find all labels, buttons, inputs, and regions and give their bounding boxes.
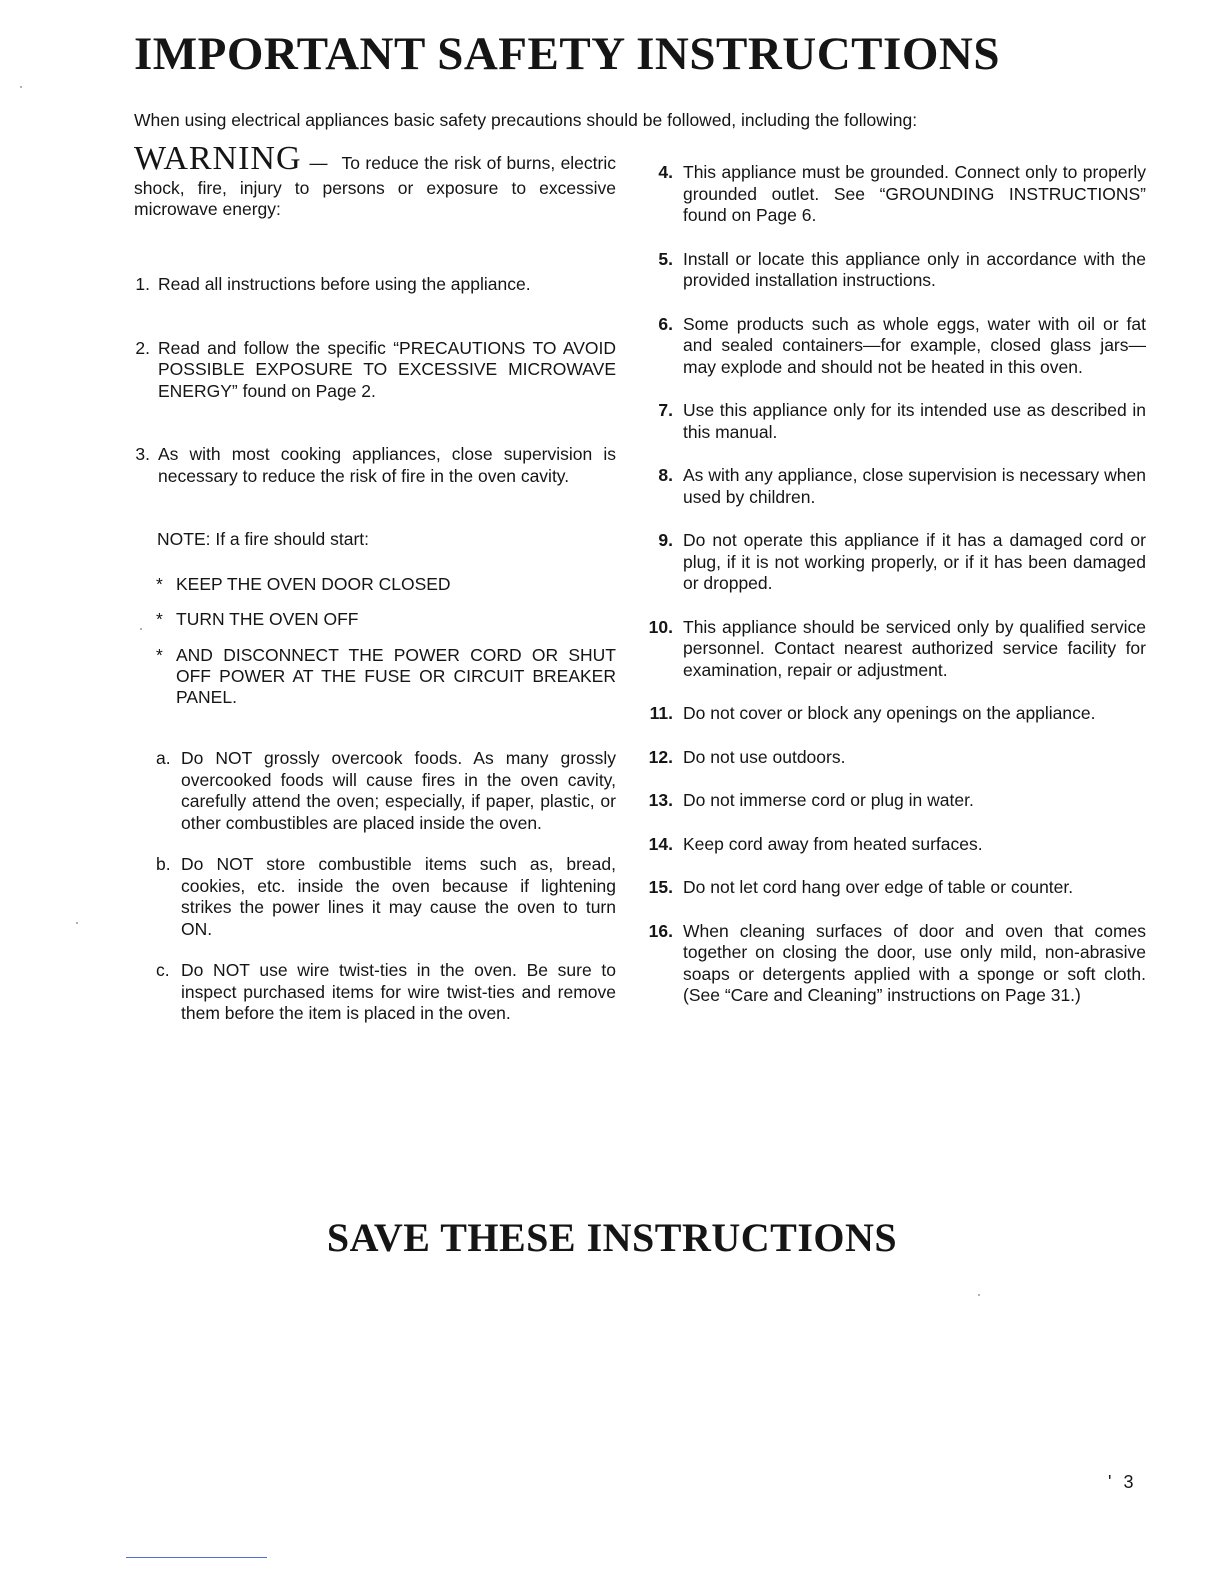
item-text: Install or locate this appliance only in accordance with the provided installation instructions.: [683, 248, 1146, 290]
note-bullet: [130, 574, 616, 595]
sub-item-text: Do NOT grossly overcook foods. As many grossly overcooked foods will cause fires in the oven cavity, carefully attend the oven; especially, if paper, plastic, or other combustibles are placed inside the oven.: [181, 748, 616, 833]
list-item: [648, 790, 1146, 812]
scan-speck: [20, 86, 22, 88]
scan-speck: [76, 922, 78, 924]
item-text: As with any appliance, close supervision is necessary when used by children.: [683, 465, 1146, 507]
item-number: 12.: [648, 746, 673, 767]
list-item: [648, 530, 1146, 595]
intro-text: When using electrical appliances basic safety precautions should be followed, including the following:: [134, 110, 918, 130]
warning-block: [130, 140, 616, 220]
sub-item: [130, 748, 616, 834]
sub-item: [130, 960, 616, 1025]
warning-heading: WARNING: [134, 140, 302, 177]
list-item: [648, 314, 1146, 379]
list-item: [648, 249, 1146, 292]
list-item: [648, 703, 1146, 725]
list-item: [648, 400, 1146, 443]
item-number: 4.: [658, 162, 673, 182]
sub-item-letter: b.: [156, 854, 171, 874]
left-column: [130, 140, 616, 1025]
item-number: 1.: [135, 274, 150, 294]
sub-item-letter: c.: [156, 960, 170, 980]
sub-item-text: Do NOT use wire twist-ties in the oven. Be sure to inspect purchased items for wire twist-ties and remove them before the item is placed in the oven.: [181, 960, 616, 1023]
sub-item: [130, 854, 616, 940]
bullet-text: KEEP THE OVEN DOOR CLOSED: [176, 574, 451, 594]
item-text: Some products such as whole eggs, water with oil or fat and sealed containers—for example, closed glass jars—may explode and should not be heated in this oven.: [683, 313, 1146, 377]
scan-speck: [140, 628, 142, 630]
item-number: 11.: [649, 703, 673, 723]
right-column: [648, 162, 1146, 1007]
list-item: [648, 921, 1146, 1007]
bullet-text: TURN THE OVEN OFF: [176, 609, 359, 629]
item-text: This appliance should be serviced only by qualified service personnel. Contact nearest authorized service facility for examination, repair or adjustment.: [683, 616, 1146, 680]
item-text: This appliance must be grounded. Connect only to properly grounded outlet. See “GROUNDING INSTRUCTIONS” found on Page 6.: [683, 162, 1146, 225]
list-item: [130, 444, 616, 487]
list-item: [648, 617, 1146, 682]
item-text: Keep cord away from heated surfaces.: [683, 833, 983, 854]
item-number: 10.: [648, 616, 673, 637]
item-text: Do not use outdoors.: [683, 746, 846, 767]
item-text: Do not cover or block any openings on the appliance.: [683, 703, 1096, 723]
item-number: 16.: [648, 920, 673, 941]
item-text: Read all instructions before using the appliance.: [158, 274, 531, 294]
note-bullet: [130, 645, 616, 708]
list-item: [130, 274, 616, 296]
list-item: [648, 747, 1146, 769]
list-item: [130, 338, 616, 403]
item-text: As with most cooking appliances, close supervision is necessary to reduce the risk of fire in the oven cavity.: [158, 444, 616, 486]
item-number: 13.: [648, 790, 673, 810]
page-number-value: 3: [1123, 1472, 1134, 1492]
list-item: [648, 465, 1146, 508]
asterisk-icon: *: [156, 609, 163, 629]
list-item: [648, 834, 1146, 856]
item-text: When cleaning surfaces of door and oven that comes together on closing the door, use only mild, non-abrasive soaps or detergents applied with a sponge or soft cloth. (See “Care and Cleaning” instructions on Page 31.): [683, 920, 1146, 1005]
save-instructions-heading: SAVE THESE INSTRUCTIONS: [326, 1215, 898, 1260]
warning-dash: —: [309, 153, 328, 173]
item-number: 2.: [135, 337, 150, 358]
asterisk-icon: *: [156, 574, 163, 594]
item-text: Do not let cord hang over edge of table or counter.: [683, 877, 1074, 897]
item-number: 6.: [658, 313, 673, 334]
page-mark: ': [1108, 1472, 1112, 1492]
item-number: 14.: [648, 833, 673, 854]
bullet-text: AND DISCONNECT THE POWER CORD OR SHUT OFF POWER AT THE FUSE OR CIRCUIT BREAKER PANEL.: [176, 645, 616, 707]
item-text: Do not immerse cord or plug in water.: [683, 790, 974, 810]
item-number: 15.: [648, 877, 673, 897]
item-text: Use this appliance only for its intended use as described in this manual.: [683, 400, 1146, 442]
item-number: 7.: [658, 400, 673, 420]
warning-text: To reduce the risk of burns, electric shock, fire, injury to persons or exposure to excessive microwave energy:: [134, 153, 616, 219]
item-text: Do not operate this appliance if it has a damaged cord or plug, if it is not working properly, or if it has been damaged or dropped.: [683, 530, 1146, 593]
sub-item-letter: a.: [156, 748, 171, 768]
item-text: Read and follow the specific “PRECAUTIONS TO AVOID POSSIBLE EXPOSURE TO EXCESSIVE MICROWAVE ENERGY” found on Page 2.: [158, 337, 616, 401]
page-title: IMPORTANT SAFETY INSTRUCTIONS: [134, 28, 1000, 80]
asterisk-icon: *: [156, 645, 163, 665]
item-number: 9.: [658, 530, 673, 550]
item-number: 5.: [658, 248, 673, 269]
footer-line: [126, 1557, 267, 1558]
page-number: [1108, 1472, 1133, 1493]
sub-item-text: Do NOT store combustible items such as, bread, cookies, etc. inside the oven because if lightening strikes the power lines it may cause the oven to turn ON.: [181, 854, 616, 939]
scan-speck: [978, 1294, 980, 1296]
note-label: NOTE: If a fire should start:: [157, 529, 370, 549]
item-number: 3.: [135, 444, 150, 464]
item-number: 8.: [658, 465, 673, 485]
list-item: [648, 877, 1146, 899]
note-bullet: [130, 609, 616, 630]
list-item: [648, 162, 1146, 227]
